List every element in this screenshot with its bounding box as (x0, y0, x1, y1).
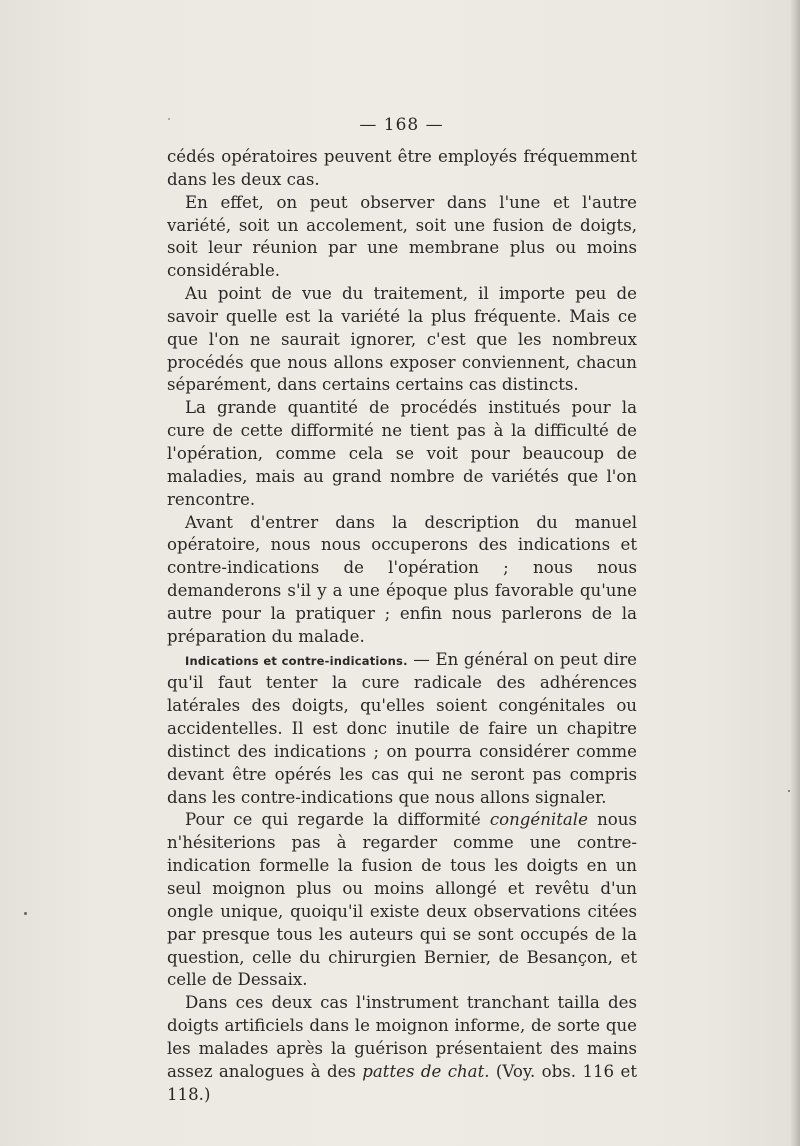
paragraph: Avant d'entrer dans la description du manuel opératoire, nous nous occuperons des indications et contre-indications de l'opération ; nous nous demanderons s'il y a une époque plus favorable qu'une autre pour la pratiquer ; enfin nous parlerons de la préparation du malade. (167, 512, 637, 646)
paragraph: En effet, on peut observer dans l'une et l'autre variété, soit un accolement, soit une fusion de doigts, soit leur réunion par une membrane plus ou moins considérable. (167, 192, 637, 281)
paper-speck (788, 790, 790, 792)
page-number-text: — 168 — (359, 115, 444, 135)
italic-term: pattes de chat. (362, 1061, 490, 1081)
page-edge-shadow (790, 0, 800, 1146)
page-number (0, 115, 800, 135)
paragraph: cédés opératoires peuvent être employés fréquemment dans les deux cas. (167, 147, 637, 189)
paragraph-text: Dans ces deux cas l'instrument tranchant tailla des doigts artificiels dans le moignon informe, de sorte que les malades après la guérison présentaient des mains assez analogues à des (167, 993, 637, 1081)
section-heading: Indications et contre-indications. (185, 653, 408, 668)
paragraph (167, 992, 637, 1106)
paragraph: Au point de vue du traitement, il importe peu de savoir quelle est la variété la plus fréquente. Mais ce que l'on ne saurait ignorer, c'est que les nombreux procédés que nous allons exposer conviennent, chacun séparément, dans certains certains cas distincts. (167, 284, 637, 395)
paragraph-text: nous n'hésiterions pas à regarder comme une contre-indication formelle la fusion de tous les doigts en un seul moignon plus ou moins allongé et revêtu d'un ongle unique, quoiqu'il existe deux observations citées par presque tous les auteurs qui se sont occupés de la question, celle du chirurgien Bernier, de Besançon, et celle de Dessaix. (167, 810, 637, 990)
paragraph (167, 809, 637, 992)
body-text (167, 146, 637, 1106)
paragraph: La grande quantité de procédés institués pour la cure de cette difformité ne tient pas à la difficulté de l'opération, comme cela se voit pour beaucoup de maladies, mais au grand nombre de variétés que l'on rencontre. (167, 398, 637, 509)
paper-speck (24, 912, 27, 915)
paragraph-text: (Voy. obs. 116 et 118.) (167, 1061, 637, 1104)
italic-term: congénitale (489, 810, 588, 830)
paragraph (167, 649, 637, 810)
paragraph-text: — En général on peut dire qu'il faut tenter la cure radicale des adhérences latérales des doigts, qu'elles soient congénitales ou accidentelles. Il est donc inutile de faire un chapitre distinct des indications ; on pourra considérer comme devant être opérés les cas qui ne seront pas compris dans les contre-indications que nous allons signaler. (167, 649, 637, 807)
paper-speck (168, 118, 170, 120)
paragraph-text: Pour ce qui regarde la difformité (185, 810, 481, 830)
